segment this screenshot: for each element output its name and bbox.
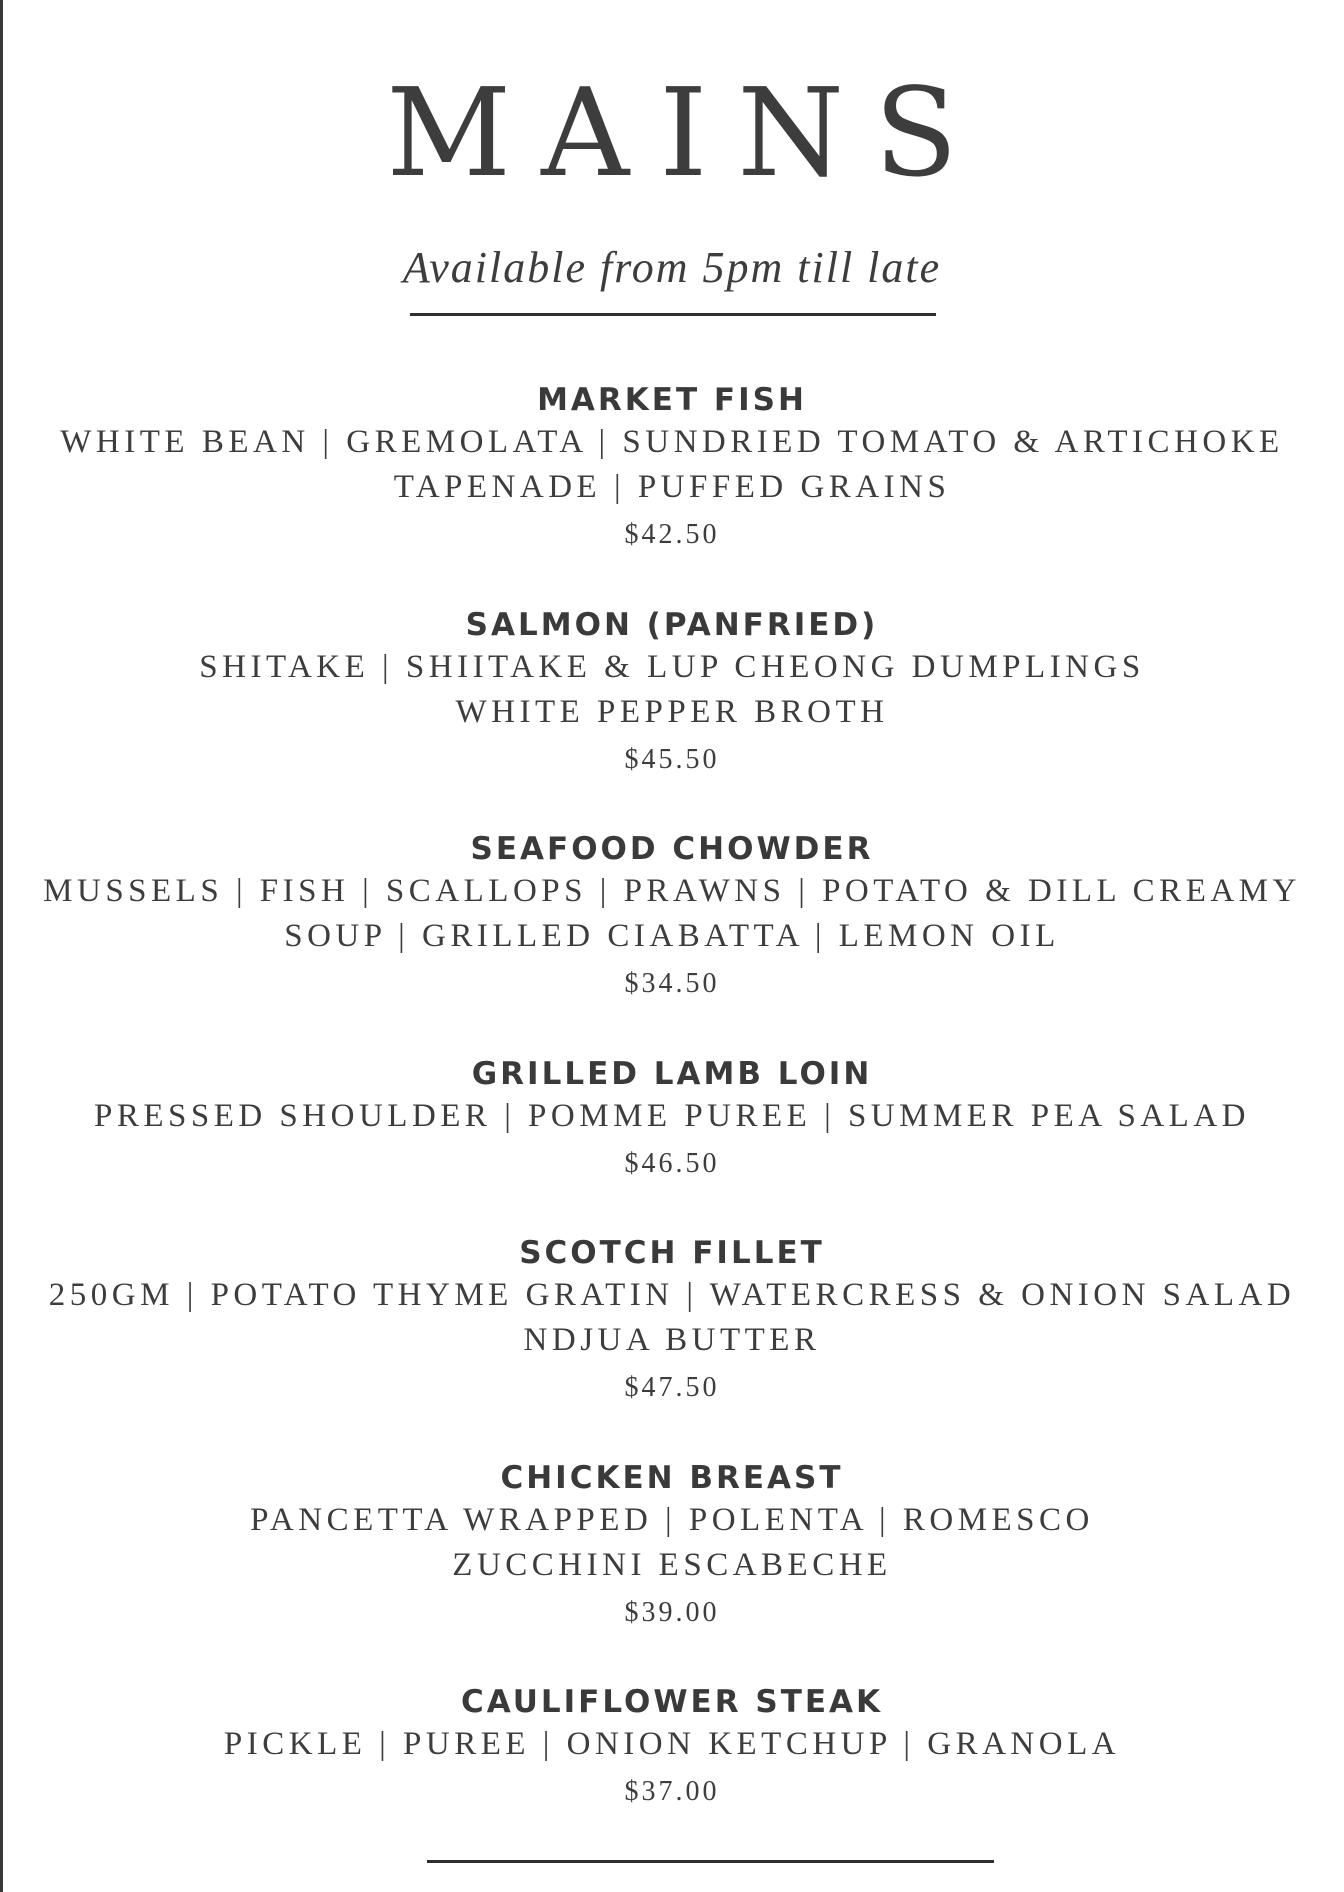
menu-item-scotch-fillet (0, 1233, 1344, 1411)
item-description-line: TAPENADE | PUFFED GRAINS (393, 469, 951, 505)
item-name: GRILLED LAMB LOIN (471, 1056, 873, 1092)
item-name: SEAFOOD CHOWDER (470, 831, 874, 867)
menu-item-grilled-lamb-loin (0, 1054, 1344, 1187)
item-name: SALMON (PANFRIED) (465, 607, 879, 643)
menu-item-salmon (0, 605, 1344, 783)
item-price: $47.50 (624, 1372, 720, 1403)
menu-item-cauliflower-steak (0, 1682, 1344, 1815)
item-description-line: PANCETTA WRAPPED | POLENTA | ROMESCO (250, 1502, 1094, 1538)
item-price: $39.00 (624, 1597, 720, 1628)
item-name: CAULIFLOWER STEAK (460, 1684, 884, 1720)
menu-item-chicken-breast (0, 1458, 1344, 1636)
item-price: $42.50 (624, 519, 720, 550)
bottom-divider (427, 1860, 994, 1863)
menu-item-seafood-chowder (0, 829, 1344, 1007)
menu-item-market-fish (0, 380, 1344, 558)
item-description-line: WHITE BEAN | GREMOLATA | SUNDRIED TOMATO & ARTICHOKE (60, 424, 1284, 460)
item-name: CHICKEN BREAST (500, 1460, 844, 1496)
item-description-line: NDJUA BUTTER (523, 1322, 821, 1358)
item-name: MARKET FISH (537, 382, 807, 418)
item-description-line: PICKLE | PUREE | ONION KETCHUP | GRANOLA (223, 1726, 1121, 1762)
item-name: SCOTCH FILLET (519, 1235, 825, 1271)
item-price: $45.50 (624, 744, 720, 775)
item-price: $46.50 (624, 1148, 720, 1179)
top-divider (410, 313, 936, 316)
item-description-line: ZUCCHINI ESCABECHE (452, 1547, 892, 1583)
menu-subtitle: Available from 5pm till late (402, 243, 942, 292)
item-description-line: PRESSED SHOULDER | POMME PUREE | SUMMER PEA SALAD (93, 1098, 1251, 1134)
item-description-line: SOUP | GRILLED CIABATTA | LEMON OIL (284, 918, 1060, 954)
item-description-line: SHITAKE | SHIITAKE & LUP CHEONG DUMPLINGS (199, 649, 1145, 685)
item-description-line: 250GM | POTATO THYME GRATIN | WATERCRESS & ONION SALAD (48, 1277, 1296, 1313)
item-price: $34.50 (624, 968, 720, 999)
item-description-line: MUSSELS | FISH | SCALLOPS | PRAWNS | POTATO & DILL CREAMY (43, 873, 1301, 909)
item-price: $37.00 (624, 1776, 720, 1807)
item-description-line: WHITE PEPPER BROTH (455, 694, 889, 730)
menu-title: MAINS (386, 62, 988, 204)
